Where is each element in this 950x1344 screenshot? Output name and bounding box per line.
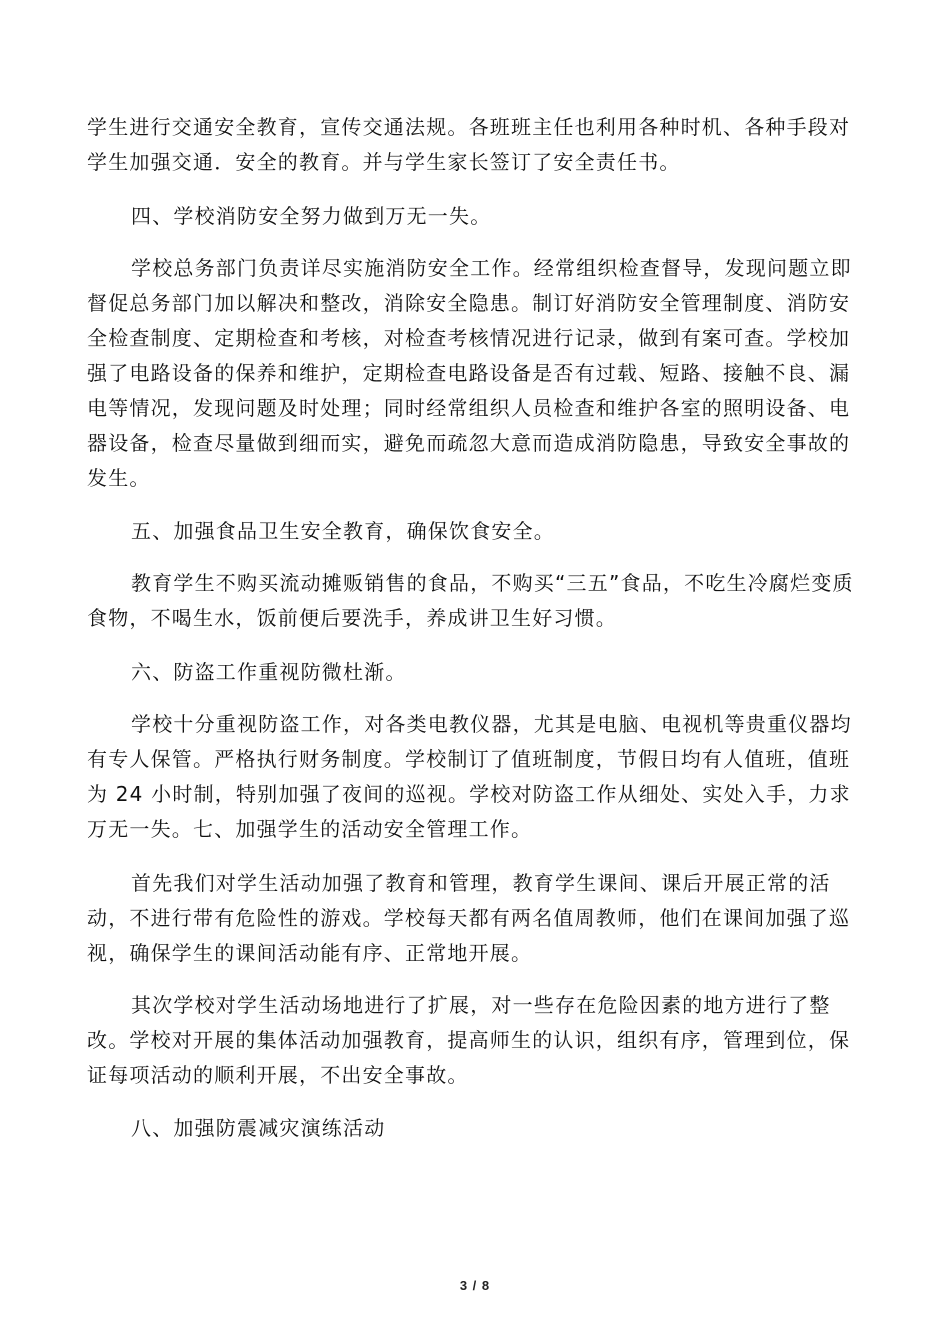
paragraph-fire-safety: 学校总务部门负责详尽实施消防安全工作。经常组织检查督导，发现问题立即督促总务部门加以解决和整改，消除安全隐患。制订好消防安全管理制度、消防安全检查制度、定期检查和考核，对检查考核情况进行记录，做到有案可查。学校加强了电路设备的保养和维护，定期检查电路设备是否有过载、短路、接触不良、漏电等情况，发现问题及时处理；同时经常组织人员检查和维护各室的照明设备、电器设备，检查尽量做到细而实，避免而疏忽大意而造成消防隐患，导致安全事故的发生。 [87, 256, 852, 490]
paragraph-food-safety: 教育学生不购买流动摊贩销售的食品，不购买“三五”食品，不吃生冷腐烂变质食物，不喝生水，饭前便后要洗手，养成讲卫生好习惯。 [87, 571, 854, 630]
paragraph-theft-prevention: 学校十分重视防盗工作，对各类电教仪器，尤其是电脑、电视机等贵重仪器均有专人保管。严格执行财务制度。学校制订了值班制度，节假日均有人值班，值班为 24 小时制，特别加强了夜间的巡视。学校对防盗工作从细处、实处入手，力求万无一失。七、加强学生的活动安全管理工作。 [87, 712, 852, 841]
heading-fire-safety: 四、学校消防安全努力做到万无一失。 [131, 204, 492, 228]
paragraph-traffic-safety: 学生进行交通安全教育，宣传交通法规。各班班主任也利用各种时机、各种手段对学生加强交通．安全的教育。并与学生家长签订了安全责任书。 [87, 115, 851, 174]
paragraph-activity-venue: 其次学校对学生活动场地进行了扩展，对一些存在危险因素的地方进行了整改。学校对开展的集体活动加强教育，提高师生的认识，组织有序，管理到位，保证每项活动的顺利开展，不出安全事故。 [87, 993, 851, 1087]
heading-theft-prevention: 六、防盗工作重视防微杜渐。 [131, 660, 407, 684]
heading-food-safety: 五、加强食品卫生安全教育，确保饮食安全。 [131, 519, 555, 543]
page-number: 3 / 8 [459, 1278, 491, 1293]
paragraph-activity-management: 首先我们对学生活动加强了教育和管理，教育学生课间、课后开展正常的活动，不进行带有危险性的游戏。学校每天都有两名值周教师，他们在课间加强了巡视，确保学生的课间活动能有序、正常地开展。 [87, 871, 851, 965]
heading-earthquake-drill: 八、加强防震减灾演练活动 [131, 1116, 386, 1140]
